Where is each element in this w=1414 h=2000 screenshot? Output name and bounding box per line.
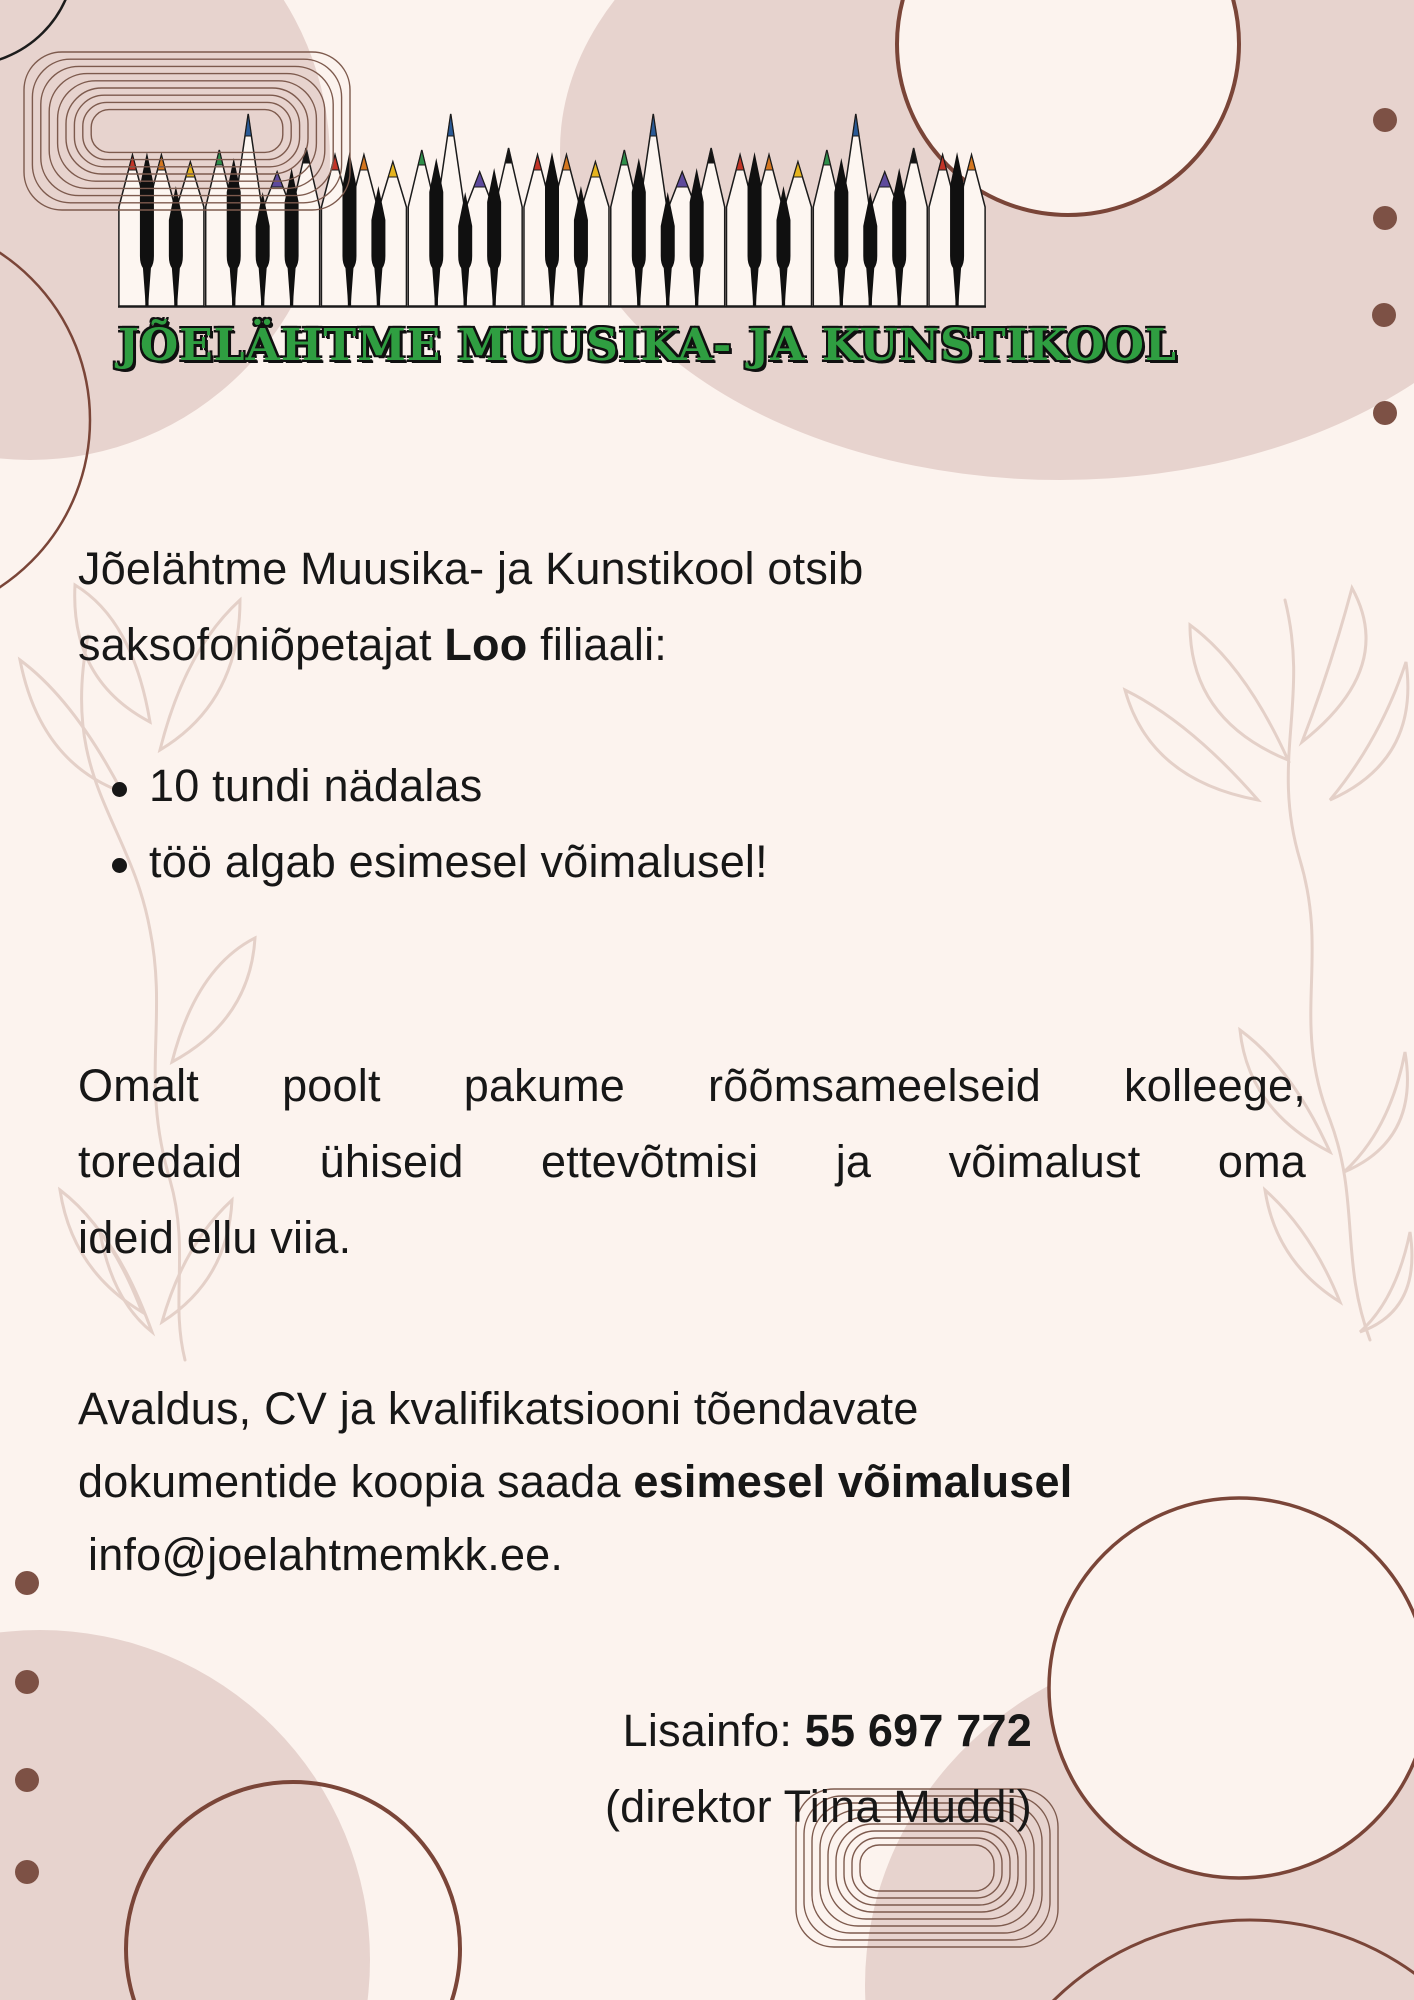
contact-label: Lisainfo:: [622, 1705, 805, 1756]
application-line-1: Avaldus, CV ja kvalifikatsiooni tõendavate: [78, 1383, 919, 1434]
deadline-highlight: esimesel võimalusel: [633, 1456, 1073, 1507]
intro-line-2: saksofoniõpetajat Loo filiaali:: [78, 619, 667, 670]
school-name-title: JÕELÄHTME MUUSIKA- JA KUNSTIKOOL: [118, 320, 1177, 371]
contact-email: info@joelahtmemkk.ee.: [88, 1529, 564, 1580]
intro-paragraph: [78, 531, 998, 683]
offer-paragraph: [78, 1048, 1306, 1276]
requirements-list: [112, 748, 1012, 900]
offer-line-3: ideid ellu viia.: [78, 1212, 352, 1263]
phone-number: 55 697 772: [804, 1705, 1032, 1756]
director-line: (direktor Tiina Muddi): [604, 1781, 1032, 1832]
list-item: töö algab esimesel võimalusel!: [112, 824, 1012, 900]
intro-line-1: Jõelähtme Muusika- ja Kunstikool otsib: [78, 543, 864, 594]
offer-line-1: Omalt poolt pakume rõõmsameelseid kolleege,: [78, 1060, 1306, 1111]
offer-line-2: toredaid ühiseid ettevõtmisi ja võimalust oma: [78, 1136, 1306, 1187]
bullet-icon: [112, 782, 127, 797]
location-highlight: Loo: [444, 619, 528, 670]
bullet-icon: [112, 858, 127, 873]
list-item: 10 tundi nädalas: [112, 748, 1012, 824]
spiral-rect-top-left: [24, 52, 350, 210]
application-line-2: dokumentide koopia saada esimesel võimalusel: [78, 1456, 1073, 1507]
application-paragraph: [78, 1372, 1318, 1591]
contact-phone-line: [332, 1693, 1032, 1769]
contact-block: [332, 1693, 1032, 1845]
